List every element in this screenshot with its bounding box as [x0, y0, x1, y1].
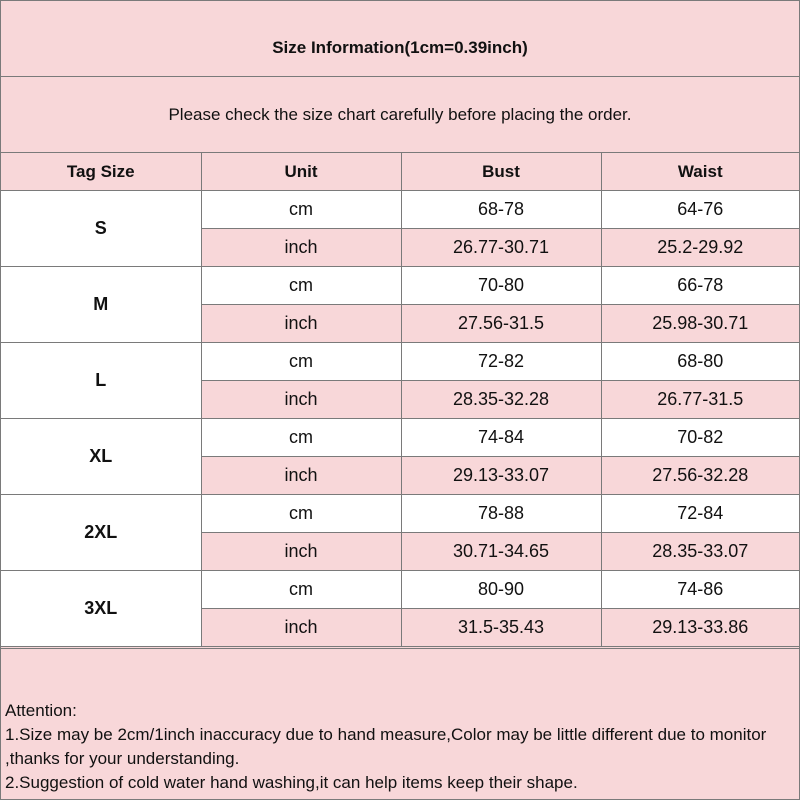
waist-cell: 27.56-32.28 — [601, 457, 799, 495]
attention-note-line: 2.Suggestion of cold water hand washing,it can help items keep their shape. — [5, 773, 578, 792]
unit-cell: cm — [201, 343, 401, 381]
unit-cell: cm — [201, 419, 401, 457]
waist-cell: 74-86 — [601, 571, 799, 609]
unit-cell: inch — [201, 457, 401, 495]
size-label: 3XL — [1, 571, 201, 647]
waist-cell: 25.2-29.92 — [601, 229, 799, 267]
unit-cell: inch — [201, 533, 401, 571]
waist-cell: 25.98-30.71 — [601, 305, 799, 343]
size-label: 2XL — [1, 495, 201, 571]
header-bust: Bust — [401, 153, 601, 191]
bust-cell: 26.77-30.71 — [401, 229, 601, 267]
attention-note-line: ,thanks for your understanding. — [5, 749, 240, 768]
waist-cell: 72-84 — [601, 495, 799, 533]
waist-cell: 70-82 — [601, 419, 799, 457]
waist-cell: 64-76 — [601, 191, 799, 229]
table-row — [1, 495, 799, 533]
waist-cell: 29.13-33.86 — [601, 609, 799, 647]
bust-cell: 27.56-31.5 — [401, 305, 601, 343]
waist-cell: 68-80 — [601, 343, 799, 381]
size-label: S — [1, 191, 201, 267]
bust-cell: 80-90 — [401, 571, 601, 609]
attention-note-line: 1.Size may be 2cm/1inch inaccuracy due to hand measure,Color may be little different due to monitor — [5, 725, 767, 744]
bust-cell: 70-80 — [401, 267, 601, 305]
unit-cell: cm — [201, 571, 401, 609]
bust-cell: 30.71-34.65 — [401, 533, 601, 571]
waist-cell: 66-78 — [601, 267, 799, 305]
unit-cell: cm — [201, 495, 401, 533]
waist-cell: 28.35-33.07 — [601, 533, 799, 571]
bust-cell: 74-84 — [401, 419, 601, 457]
unit-cell: inch — [201, 381, 401, 419]
table-row — [1, 191, 799, 229]
size-label: L — [1, 343, 201, 419]
unit-cell: inch — [201, 229, 401, 267]
unit-cell: inch — [201, 609, 401, 647]
bust-cell: 78-88 — [401, 495, 601, 533]
size-chart-title: Size Information(1cm=0.39inch) — [1, 1, 799, 77]
bust-cell: 68-78 — [401, 191, 601, 229]
header-unit: Unit — [201, 153, 401, 191]
size-label: XL — [1, 419, 201, 495]
unit-cell: cm — [201, 191, 401, 229]
unit-cell: inch — [201, 305, 401, 343]
table-row — [1, 571, 799, 609]
table-row — [1, 267, 799, 305]
waist-cell: 26.77-31.5 — [601, 381, 799, 419]
unit-cell: cm — [201, 267, 401, 305]
header-tag-size: Tag Size — [1, 153, 201, 191]
table-row — [1, 419, 799, 457]
size-chart-instruction: Please check the size chart carefully before placing the order. — [1, 77, 799, 153]
table-row — [1, 343, 799, 381]
attention-heading: Attention: — [5, 701, 77, 720]
attention-notes — [1, 648, 799, 799]
bust-cell: 28.35-32.28 — [401, 381, 601, 419]
size-table — [1, 153, 799, 647]
size-label: M — [1, 267, 201, 343]
header-waist: Waist — [601, 153, 799, 191]
table-header-row — [1, 153, 799, 191]
bust-cell: 72-82 — [401, 343, 601, 381]
bust-cell: 29.13-33.07 — [401, 457, 601, 495]
bust-cell: 31.5-35.43 — [401, 609, 601, 647]
